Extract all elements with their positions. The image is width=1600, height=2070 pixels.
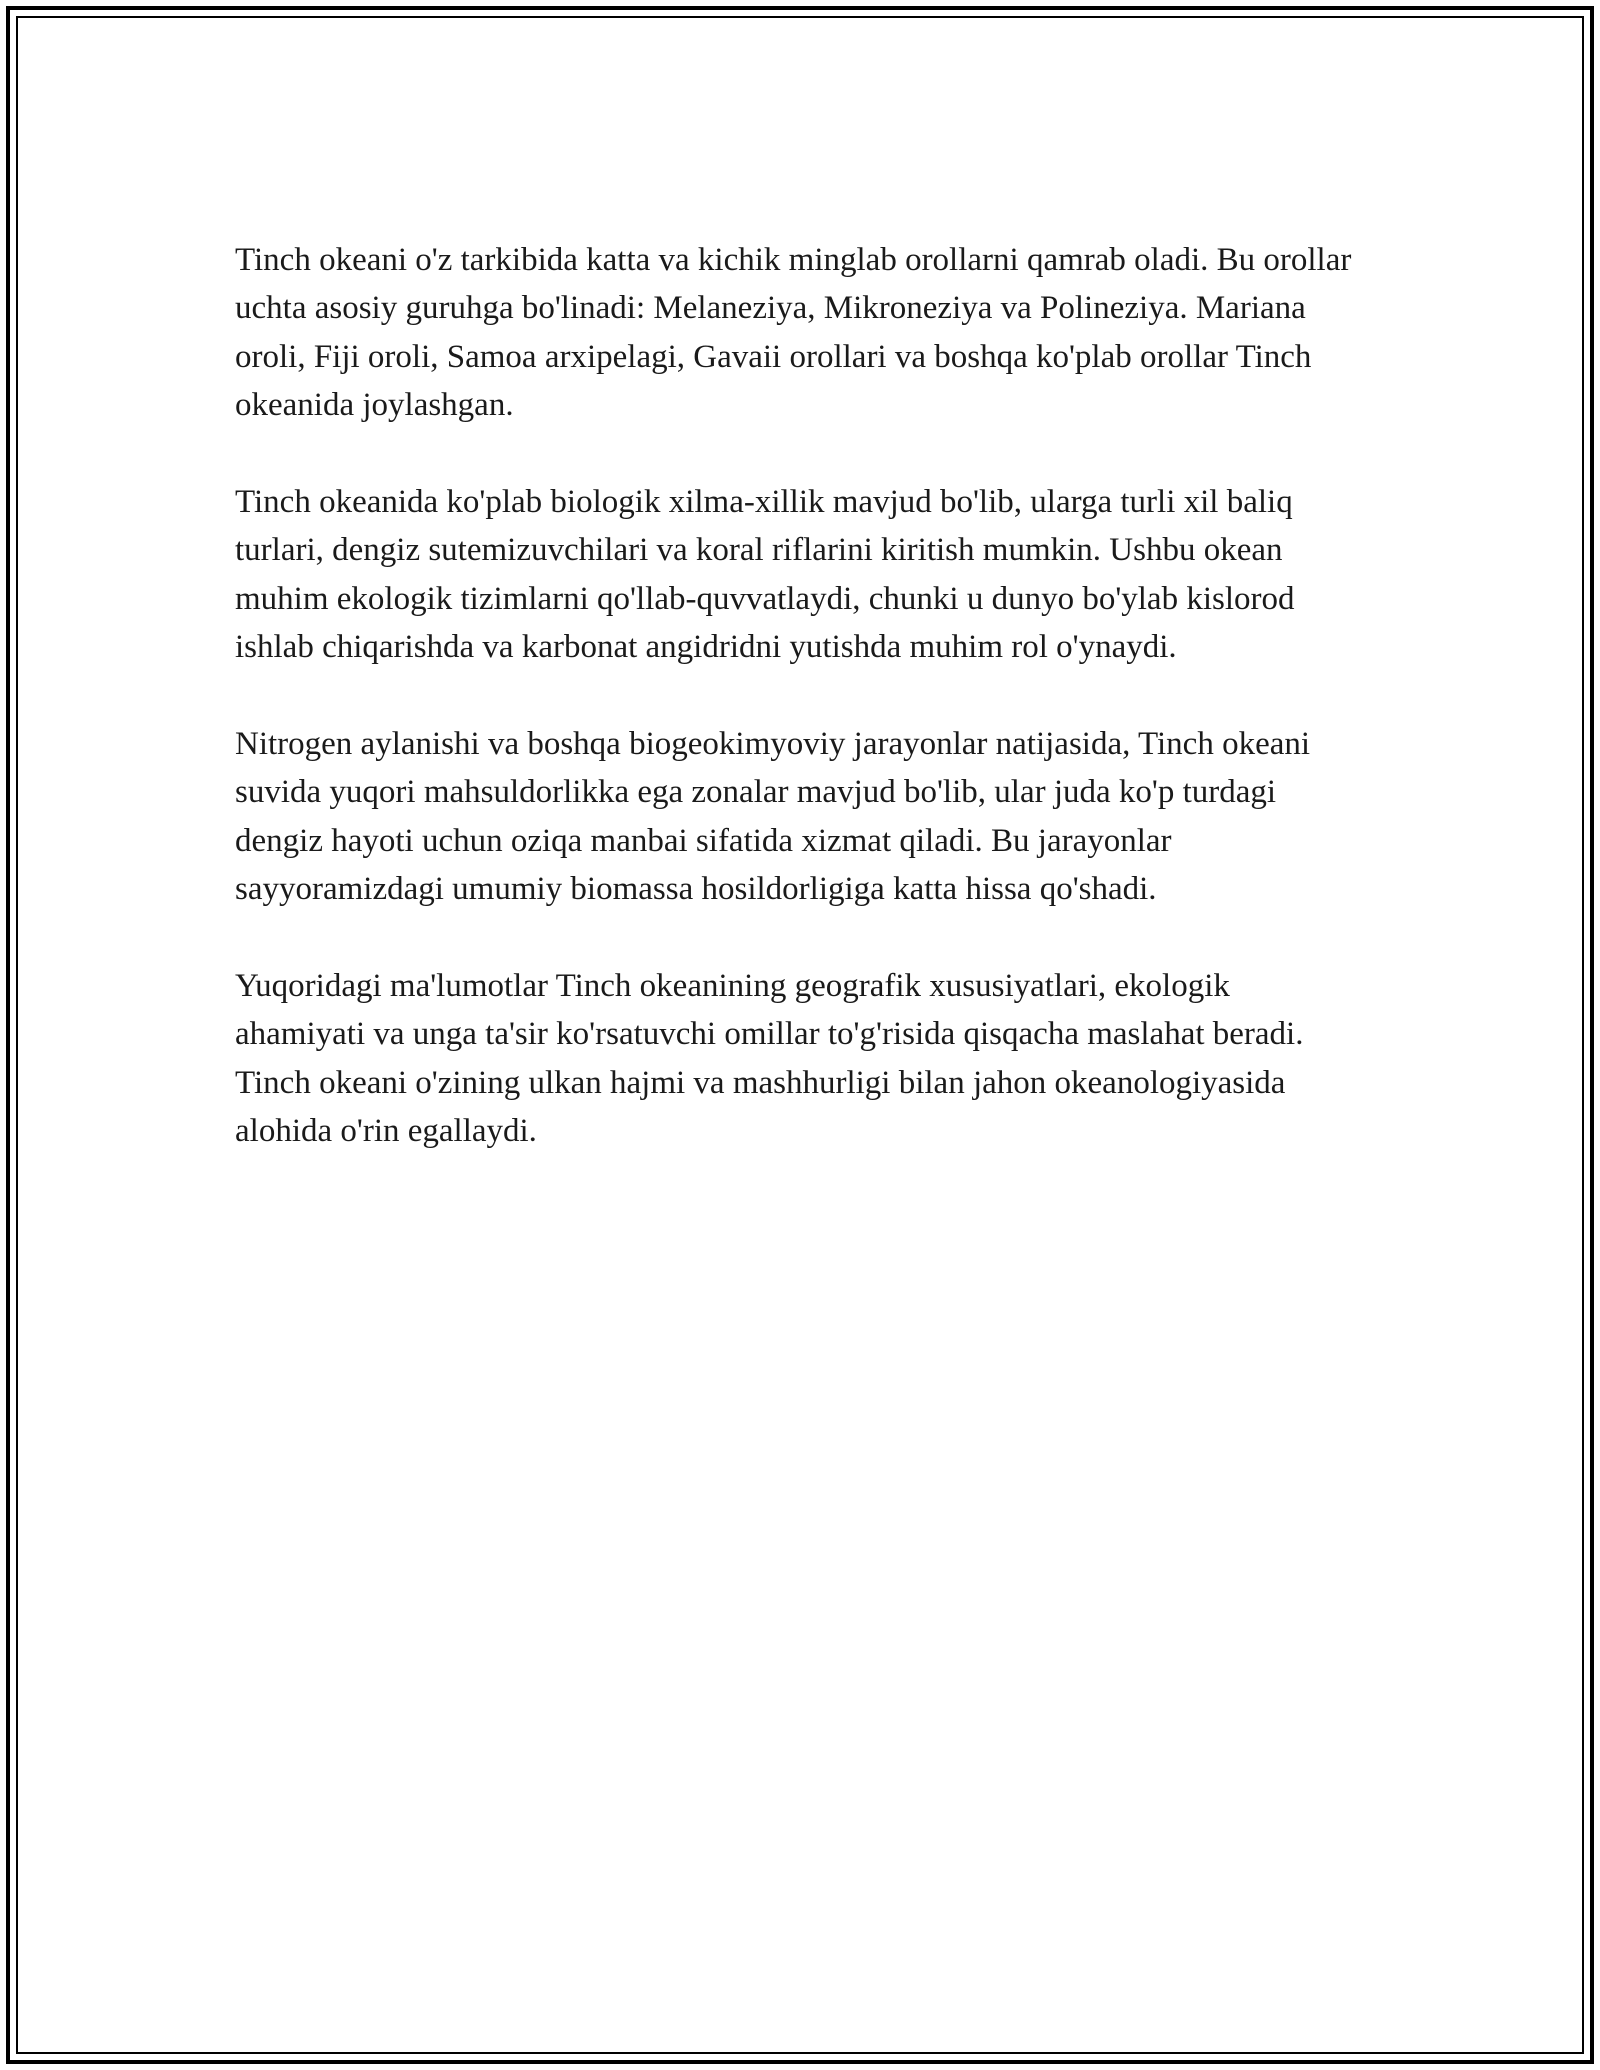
paragraph-biodiversity: Tinch okeanida ko'plab biologik xilma-xillik mavjud bo'lib, ularga turli xil baliq turlari, dengiz sutemizuvchilari va koral riflarini kiritish mumkin. Ushbu okean muhim ekologik tizimlarni qo'llab-quvvatlaydi, chunki u dunyo bo'ylab kislorod ishlab chiqarishda va karbonat angidridni yutishda muhim rol o'ynaydi. [235, 484, 1295, 666]
paragraph-summary: Yuqoridagi ma'lumotlar Tinch okeanining geografik xususiyatlari, ekologik ahamiyati va unga ta'sir ko'rsatuvchi omillar to'g'risida qisqacha maslahat beradi. Tinch okeani o'zining ulkan hajmi va mashhurligi bilan jahon okeanologiyasida alohida o'rin egallaydi. [235, 968, 1304, 1150]
paragraph-biogeochemical-processes: Nitrogen aylanishi va boshqa biogeokimyoviy jarayonlar natijasida, Tinch okeani suvida yuqori mahsuldorlikka ega zonalar mavjud bo'lib, ular juda ko'p turdagi dengiz hayoti uchun oziqa manbai sifatida xizmat qiladi. Bu jarayonlar sayyoramizdagi umumiy biomassa hosildorligiga katta hissa qo'shadi. [235, 726, 1311, 908]
paragraph-pacific-islands: Tinch okeani o'z tarkibida katta va kichik minglab orollarni qamrab oladi. Bu orollar uchta asosiy guruhga bo'linadi: Melaneziya, Mikroneziya va Polineziya. Mariana oroli, Fiji oroli, Samoa arxipelagi, Gavaii orollari va boshqa ko'plab orollar Tinch okeanida joylashgan. [235, 242, 1352, 424]
document-body [235, 236, 1365, 1204]
